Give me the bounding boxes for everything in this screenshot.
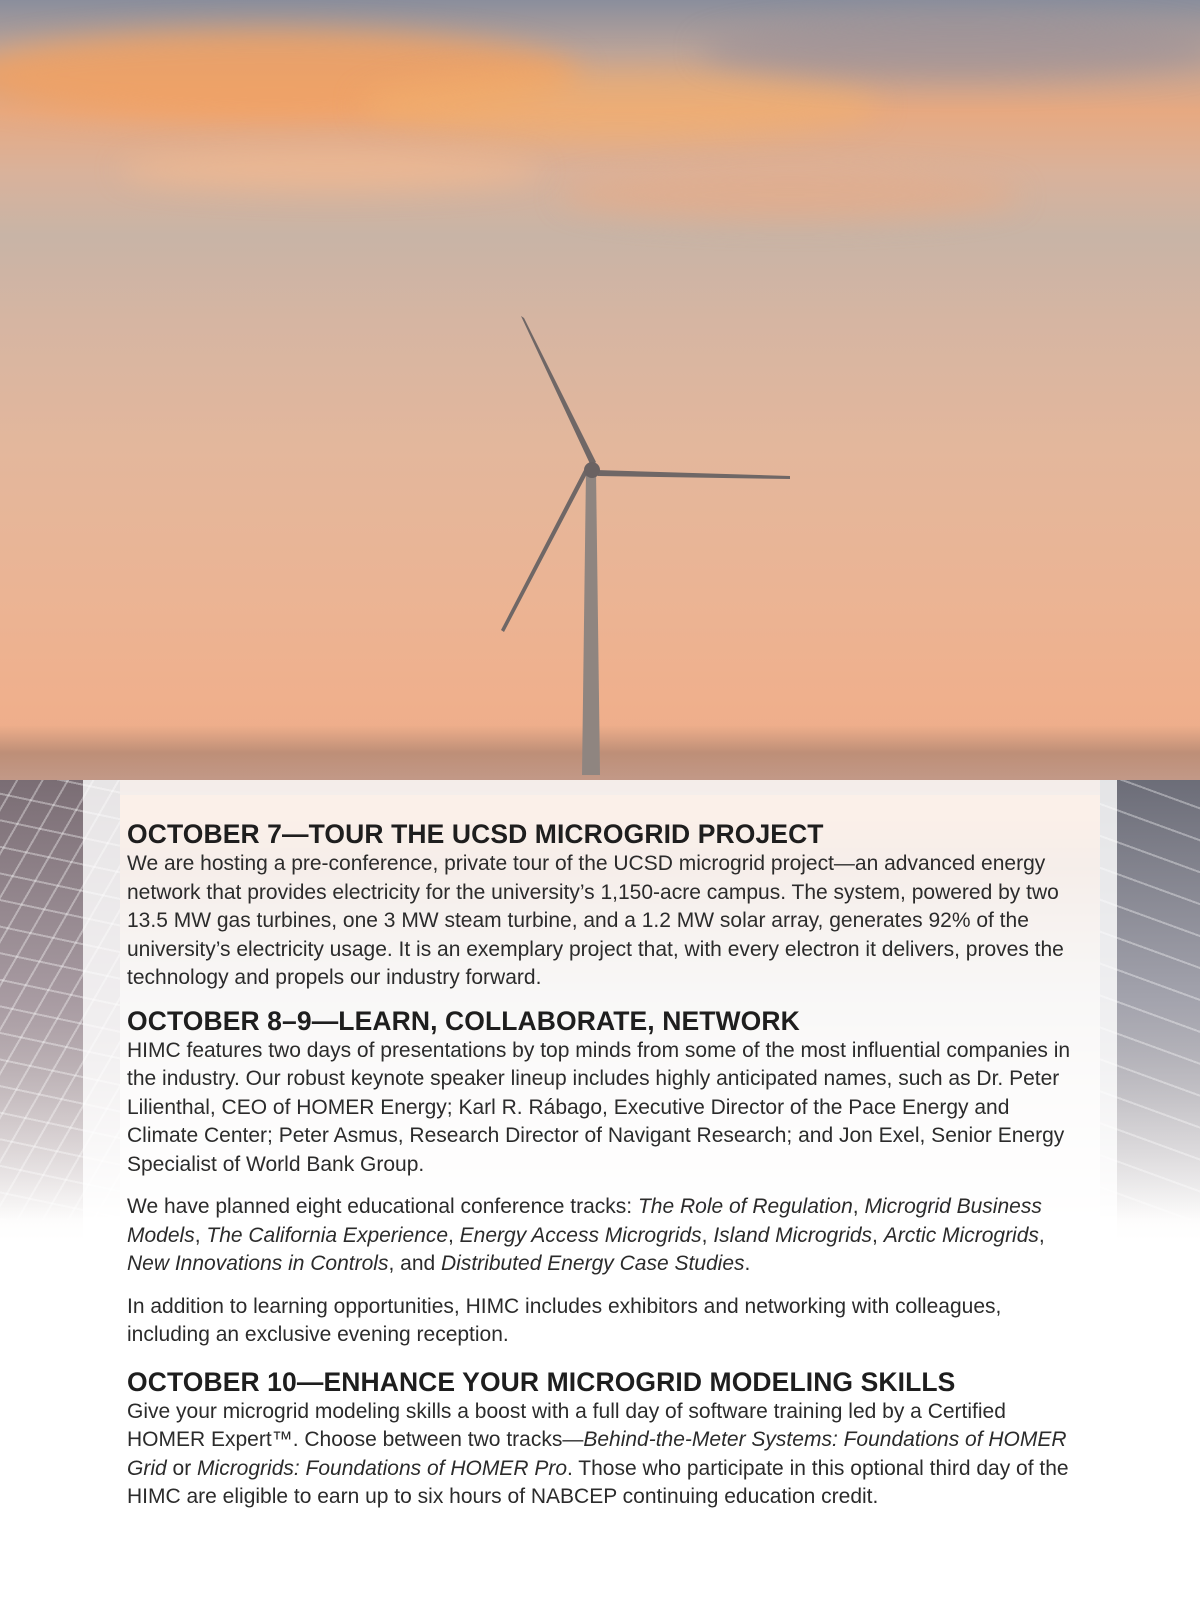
track-title: Island Microgrids bbox=[713, 1223, 873, 1247]
turbine-tower bbox=[582, 470, 600, 775]
section-paragraph: We are hosting a pre-conference, private tour of the UCSD microgrid project—an advanced energy network that provides electricity for the university’s 1,150-acre campus. The system, powered by two 13.5 MW gas turbines, one 3 MW steam turbine, and a 1.2 MW solar array, generates 92% of the university’s electricity usage. It is an exemplary project that, with every electron it delivers, proves the technology and propels our industry forward. bbox=[127, 852, 1064, 989]
training-track-title: Behind-the-Meter Systems: Foundations of HOMER Grid bbox=[127, 1428, 1067, 1480]
section-october-7 bbox=[127, 818, 1077, 993]
turbine-hub bbox=[584, 462, 600, 478]
turbine-blade bbox=[501, 470, 588, 632]
section-october-8-9 bbox=[127, 1005, 1077, 1350]
section-heading: OCTOBER 7—TOUR THE UCSD MICROGRID PROJECT bbox=[127, 819, 824, 849]
track-title: The Role of Regulation bbox=[637, 1195, 853, 1218]
article-body bbox=[127, 818, 1077, 1512]
turbine-blade bbox=[596, 470, 790, 479]
section-paragraph: HIMC features two days of presentations by top minds from some of the most influential companies in the industry. Our robust keynote speaker lineup includes highly anticipated names, such as Dr. Peter Lilienthal, CEO of HOMER Energy; Karl R. Rábago, Executive Director of the Pace Energy and Climate Center; Peter Asmus, Research Director of Navigant Research; and Jon Exel, Senior Energy Specialist of World Bank Group. bbox=[127, 1038, 1071, 1176]
section-heading: OCTOBER 8–9—LEARN, COLLABORATE, NETWORK bbox=[127, 1005, 800, 1036]
training-track-title: Microgrids: Foundations of HOMER Pro bbox=[197, 1456, 567, 1480]
track-title: New Innovations in Controls bbox=[127, 1252, 389, 1275]
turbine-blade bbox=[521, 316, 596, 466]
training-paragraph: Give your microgrid modeling skills a boost with a full day of software training led by a Certified HOMER Expert™. Choose between two tracks—Behind-the-Meter Systems: Foundations of HOMER Grid or Microgrids: Foundations of HOMER Pro. Those who participate in this optional third day of the HIMC are eligible to earn up to six hours of NABCEP continuing education credit. bbox=[127, 1399, 1069, 1508]
track-title: Energy Access Microgrids bbox=[459, 1223, 702, 1247]
track-title: Arctic Microgrids bbox=[883, 1223, 1039, 1247]
track-title: The California Experience bbox=[206, 1223, 448, 1247]
section-paragraph: In addition to learning opportunities, HIMC includes exhibitors and networking with colleagues, including an exclusive evening reception. bbox=[127, 1294, 1002, 1346]
wind-turbine bbox=[0, 0, 1200, 800]
section-heading: OCTOBER 10—ENHANCE YOUR MICROGRID MODELING SKILLS bbox=[127, 1366, 956, 1397]
track-title: Distributed Energy Case Studies bbox=[441, 1252, 745, 1275]
section-october-10 bbox=[127, 1366, 1077, 1512]
tracks-paragraph: We have planned eight educational conference tracks: The Role of Regulation, Microgrid Business Models, The California Experience, Energy Access Microgrids, Island Microgrids, Arctic Microgrids, New Innovations in Controls, and Distributed Energy Case Studies. bbox=[127, 1195, 1045, 1275]
track-title: Microgrid Business Models bbox=[127, 1195, 1042, 1247]
